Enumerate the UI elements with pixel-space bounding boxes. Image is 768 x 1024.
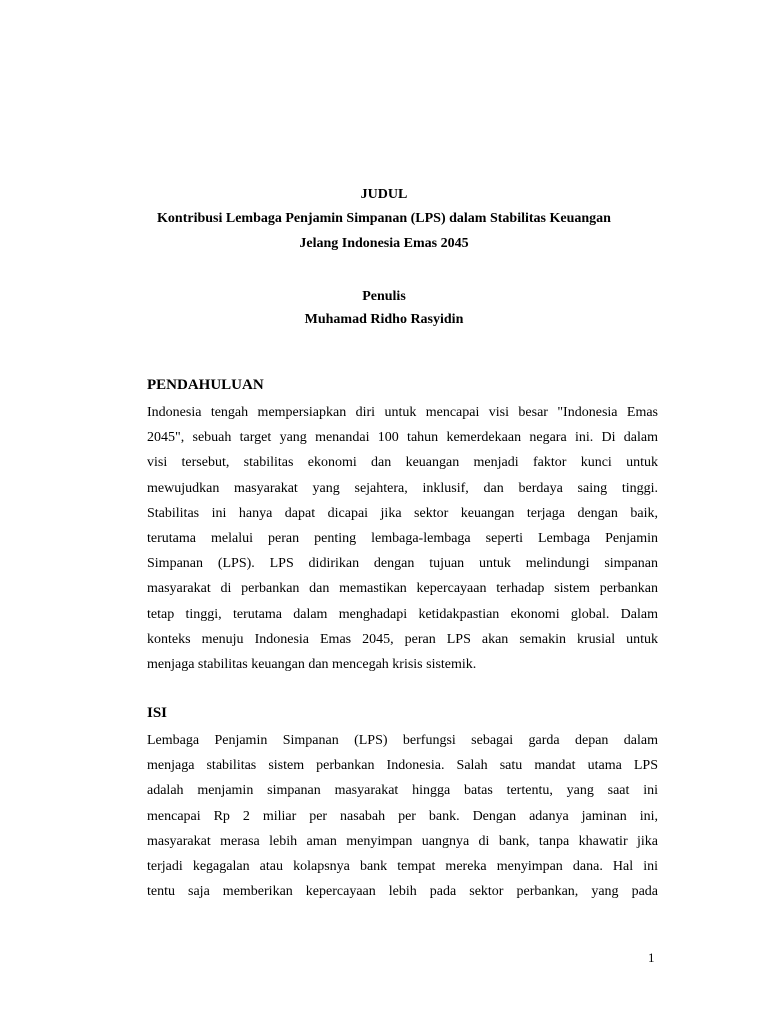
paragraph-pendahuluan: [147, 400, 658, 677]
paragraph-isi: [147, 728, 658, 904]
document-title-line-1: Kontribusi Lembaga Penjamin Simpanan (LPS) dalam Stabilitas Keuangan: [157, 211, 611, 226]
paragraph-line: adalah menjamin simpanan masyarakat hingga batas tertentu, yang saat ini: [147, 783, 658, 799]
paragraph-line: mencapai Rp 2 miliar per nasabah per bank. Dengan adanya jaminan ini,: [147, 808, 658, 824]
paragraph-line: menjaga stabilitas keuangan dan mencegah krisis sistemik.: [147, 656, 477, 672]
penulis-label: Penulis: [362, 289, 406, 304]
paragraph-line: visi tersebut, stabilitas ekonomi dan keuangan menjadi faktor kunci untuk: [147, 455, 658, 471]
document-title-line-2: Jelang Indonesia Emas 2045: [299, 236, 469, 251]
paragraph-line: konteks menuju Indonesia Emas 2045, peran LPS akan semakin krusial untuk: [147, 631, 658, 647]
paragraph-line: Simpanan (LPS). LPS didirikan dengan tujuan untuk melindungi simpanan: [147, 556, 658, 572]
paragraph-line: Stabilitas ini hanya dapat dicapai jika sektor keuangan terjaga dengan baik,: [147, 505, 658, 521]
page-number: 1: [648, 950, 655, 965]
paragraph-line: terjadi kegagalan atau kolapsnya bank tempat mereka menyimpan dana. Hal ini: [147, 858, 658, 874]
paragraph-line: tentu saja memberikan kepercayaan lebih pada sektor perbankan, yang pada: [147, 884, 658, 900]
paragraph-line: mewujudkan masyarakat yang sejahtera, inklusif, dan berdaya saing tinggi.: [147, 480, 658, 496]
section-heading-pendahuluan: PENDAHULUAN: [147, 377, 264, 393]
paragraph-line: Indonesia tengah mempersiapkan diri untuk mencapai visi besar "Indonesia Emas: [147, 405, 658, 420]
paragraph-line: masyarakat di perbankan dan memastikan kepercayaan terhadap sistem perbankan: [147, 581, 658, 597]
author-name: Muhamad Ridho Rasyidin: [304, 312, 464, 327]
paragraph-line: Lembaga Penjamin Simpanan (LPS) berfungsi sebagai garda depan dalam: [147, 733, 658, 748]
paragraph-line: 2045", sebuah target yang menandai 100 tahun kemerdekaan negara ini. Di dalam: [147, 430, 658, 446]
section-heading-isi: ISI: [147, 705, 168, 721]
paragraph-line: tetap tinggi, terutama dalam menghadapi ketidakpastian ekonomi global. Dalam: [147, 606, 658, 622]
paragraph-line: masyarakat merasa lebih aman menyimpan uangnya di bank, tanpa khawatir jika: [147, 833, 658, 849]
paragraph-line: menjaga stabilitas sistem perbankan Indonesia. Salah satu mandat utama LPS: [147, 758, 658, 774]
judul-label: JUDUL: [360, 187, 408, 202]
paragraph-line: terutama melalui peran penting lembaga-lembaga seperti Lembaga Penjamin: [147, 530, 658, 546]
